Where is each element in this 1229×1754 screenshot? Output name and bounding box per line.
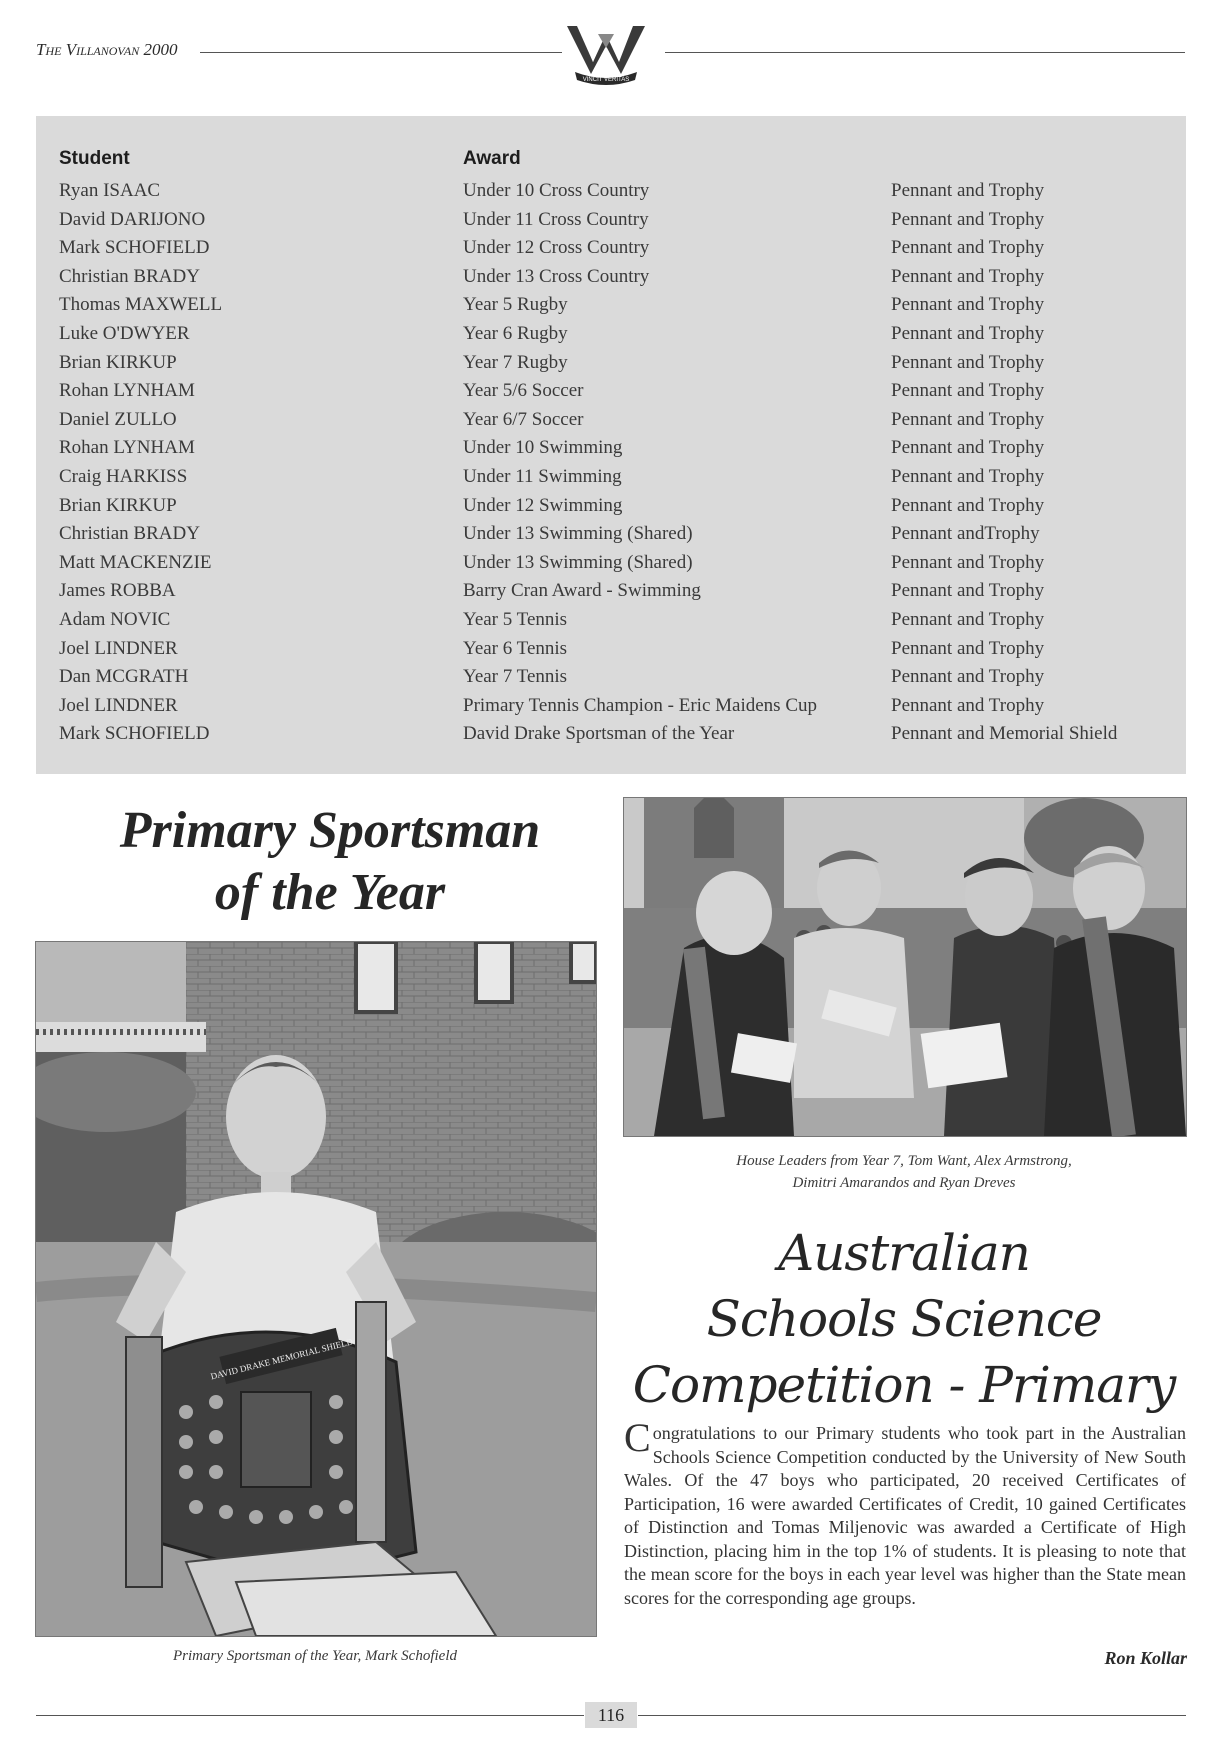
award-name: Year 7 Tennis bbox=[463, 666, 568, 688]
award-name: Under 10 Swimming bbox=[463, 437, 623, 459]
prize-name: Pennant and Trophy bbox=[891, 666, 1045, 688]
award-row bbox=[0, 638, 1229, 666]
award-name: Under 11 Cross Country bbox=[463, 208, 649, 230]
sportsman-heading-line1: Primary Sportsman bbox=[119, 802, 541, 859]
article-dropcap: C bbox=[624, 1415, 651, 1460]
science-article-body bbox=[624, 1415, 1186, 1610]
student-name: Christian BRADY bbox=[59, 265, 200, 287]
award-row bbox=[0, 609, 1229, 637]
award-name: Year 5/6 Soccer bbox=[463, 380, 584, 402]
prize-name: Pennant and Memorial Shield bbox=[891, 723, 1118, 745]
award-name: Under 12 Cross Country bbox=[463, 237, 650, 259]
header-rule-left bbox=[200, 52, 562, 53]
sportsman-heading bbox=[40, 800, 620, 924]
student-name: Rohan LYNHAM bbox=[59, 380, 195, 402]
award-row bbox=[0, 723, 1229, 751]
publication-title: The Villanovan 2000 bbox=[36, 40, 178, 59]
prize-name: Pennant and Trophy bbox=[891, 609, 1045, 630]
prize-name: Pennant and Trophy bbox=[891, 208, 1045, 230]
award-row bbox=[0, 266, 1229, 294]
house-leaders-caption-line1: House Leaders from Year 7, Tom Want, Alex Armstrong, bbox=[736, 1153, 1072, 1169]
award-name: Under 10 Cross Country bbox=[463, 180, 650, 201]
header-rule-right bbox=[665, 52, 1185, 53]
award-name: Year 6 Tennis bbox=[463, 637, 568, 659]
award-row bbox=[0, 666, 1229, 694]
science-heading bbox=[623, 1220, 1185, 1418]
award-name: Year 5 Tennis bbox=[463, 609, 568, 630]
sportsman-heading-line2: of the Year bbox=[214, 864, 446, 921]
prize-name: Pennant and Trophy bbox=[891, 237, 1045, 259]
award-row bbox=[0, 437, 1229, 465]
award-row bbox=[0, 180, 1229, 208]
award-row bbox=[0, 580, 1229, 608]
award-row bbox=[0, 209, 1229, 237]
award-row bbox=[0, 323, 1229, 351]
article-text: ongratulations to our Primary students who took part in the Australian Schools Science Competition conducted by the University of New South Wales. Of the 47 boys who participated, 20 received Certificates of Participation, 16 were awarded Certificates of Credit, 10 gained Certificates of Distinction and Tomas Miljenovic was awarded a Certificate of High Distinction, placing him in the top 1% of students. It is pleasing to note that the mean score for the boys in each year level was higher than the State mean scores for the corresponding age groups. bbox=[624, 1423, 1186, 1608]
column-header-student: Student bbox=[59, 148, 130, 169]
award-row bbox=[0, 352, 1229, 380]
student-name: Craig HARKISS bbox=[59, 466, 188, 487]
award-name: Under 13 Swimming (Shared) bbox=[463, 551, 693, 573]
award-name: Year 6/7 Soccer bbox=[463, 408, 584, 430]
award-name: Barry Cran Award - Swimming bbox=[463, 580, 701, 602]
award-row bbox=[0, 552, 1229, 580]
prize-name: Pennant andTrophy bbox=[891, 523, 1040, 545]
house-leaders-caption-line2: Dimitri Amarandos and Ryan Dreves bbox=[792, 1175, 1016, 1191]
award-name: Under 13 Cross Country bbox=[463, 265, 650, 287]
student-name: Adam NOVIC bbox=[59, 609, 171, 630]
award-row bbox=[0, 380, 1229, 408]
prize-name: Pennant and Trophy bbox=[891, 694, 1045, 716]
award-row bbox=[0, 695, 1229, 723]
prize-name: Pennant and Trophy bbox=[891, 265, 1045, 287]
crest-motto: VINCIT VERITAS bbox=[582, 77, 630, 83]
prize-name: Pennant and Trophy bbox=[891, 580, 1045, 602]
prize-name: Pennant and Trophy bbox=[891, 323, 1045, 344]
footer-rule-left bbox=[36, 1715, 584, 1716]
award-row bbox=[0, 466, 1229, 494]
prize-name: Pennant and Trophy bbox=[891, 351, 1045, 373]
prize-name: Pennant and Trophy bbox=[891, 494, 1045, 516]
prize-name: Pennant and Trophy bbox=[891, 294, 1045, 316]
award-row bbox=[0, 495, 1229, 523]
student-name: Luke O'DWYER bbox=[59, 323, 190, 344]
house-leaders-photo bbox=[623, 797, 1187, 1137]
student-name: Matt MACKENZIE bbox=[59, 551, 212, 573]
prize-name: Pennant and Trophy bbox=[891, 466, 1045, 487]
shield-plaque-text: DAVID DRAKE MEMORIAL SHIELD bbox=[209, 1336, 354, 1382]
sportsman-photo bbox=[35, 941, 597, 1637]
science-heading-line2: Schools Science bbox=[706, 1290, 1102, 1348]
student-name: James ROBBA bbox=[59, 580, 176, 602]
student-name: Dan MCGRATH bbox=[59, 666, 189, 688]
house-leaders-caption bbox=[623, 1150, 1185, 1194]
page-header bbox=[0, 0, 1229, 110]
award-name: Year 7 Rugby bbox=[463, 351, 568, 373]
school-crest-logo bbox=[565, 22, 647, 86]
student-name: David DARIJONO bbox=[59, 208, 206, 230]
student-name: Joel LINDNER bbox=[59, 637, 178, 659]
prize-name: Pennant and Trophy bbox=[891, 437, 1045, 459]
prize-name: Pennant and Trophy bbox=[891, 180, 1045, 201]
article-author: Ron Kollar bbox=[1104, 1648, 1187, 1668]
award-name: Year 6 Rugby bbox=[463, 323, 568, 344]
award-name: David Drake Sportsman of the Year bbox=[463, 723, 735, 745]
student-name: Mark SCHOFIELD bbox=[59, 723, 210, 745]
student-name: Joel LINDNER bbox=[59, 694, 178, 716]
science-heading-line1: Australian bbox=[778, 1224, 1030, 1282]
award-name: Under 12 Swimming bbox=[463, 494, 623, 516]
student-name: Brian KIRKUP bbox=[59, 494, 177, 516]
prize-name: Pennant and Trophy bbox=[891, 551, 1045, 573]
science-heading-line3: Competition - Primary bbox=[632, 1356, 1176, 1414]
prize-name: Pennant and Trophy bbox=[891, 408, 1045, 430]
award-row bbox=[0, 409, 1229, 437]
award-row bbox=[0, 523, 1229, 551]
award-name: Year 5 Rugby bbox=[463, 294, 568, 316]
column-header-award: Award bbox=[463, 148, 521, 169]
award-row bbox=[0, 294, 1229, 322]
student-name: Mark SCHOFIELD bbox=[59, 237, 210, 259]
student-name: Thomas MAXWELL bbox=[59, 294, 223, 316]
prize-name: Pennant and Trophy bbox=[891, 637, 1045, 659]
student-name: Brian KIRKUP bbox=[59, 351, 177, 373]
award-name: Under 11 Swimming bbox=[463, 466, 622, 487]
prize-name: Pennant and Trophy bbox=[891, 380, 1045, 402]
footer-rule-right bbox=[638, 1715, 1186, 1716]
sportsman-photo-caption: Primary Sportsman of the Year, Mark Schofield bbox=[172, 1648, 458, 1664]
page-number: 116 bbox=[585, 1702, 637, 1728]
student-name: Ryan ISAAC bbox=[59, 180, 161, 201]
award-row bbox=[0, 237, 1229, 265]
award-name: Under 13 Swimming (Shared) bbox=[463, 523, 693, 545]
award-name: Primary Tennis Champion - Eric Maidens Cup bbox=[463, 694, 817, 716]
student-name: Rohan LYNHAM bbox=[59, 437, 195, 459]
student-name: Christian BRADY bbox=[59, 523, 200, 545]
student-name: Daniel ZULLO bbox=[59, 408, 177, 430]
